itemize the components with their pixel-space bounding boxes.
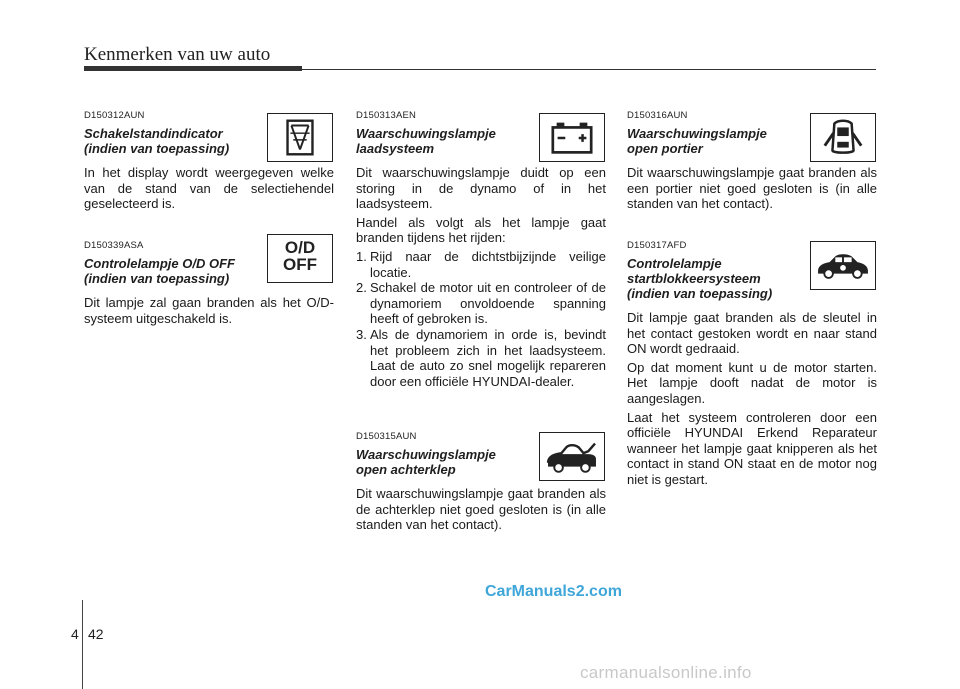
od-off-icon	[267, 234, 333, 283]
section-body: Dit lampje zal gaan branden als het O/D-systeem uitgeschakeld is.	[84, 295, 334, 326]
subtitle-line: (indien van toepassing)	[627, 286, 773, 301]
section-code: D150313AEN	[356, 110, 417, 121]
subtitle-line: Controlelampje O/D OFF	[84, 256, 235, 271]
subtitle-line: startblokkeersysteem	[627, 271, 761, 286]
section-body: Dit lampje gaat branden als de sleutel in het contact gestoken wordt en naar stand ON wordt gedraaid.	[627, 310, 877, 357]
section-code: D150339ASA	[84, 240, 144, 251]
section-code: D150317AFD	[627, 240, 687, 251]
list-item: 2. Schakel de motor uit en controleer of de dynamoriem onvoldoende spanning heeft of gebroken is.	[356, 280, 606, 327]
subtitle-line: open portier	[627, 141, 703, 156]
subtitle-line: Schakelstandindicator	[84, 126, 223, 141]
steps-list	[356, 249, 606, 389]
section-body: Dit waarschuwingslampje duidt op een storing in de dynamo of in het laadsysteem.	[356, 165, 606, 212]
od-off-icon-line: OFF	[283, 255, 317, 274]
footer-divider	[82, 600, 83, 689]
section-body: In het display wordt weergegeven welke van de stand van de selectiehendel geselecteerd is.	[84, 165, 334, 212]
subtitle-line: Waarschuwingslampje	[627, 126, 767, 141]
subtitle-line: (indien van toepassing)	[84, 271, 230, 286]
header-rule-thin	[302, 69, 876, 70]
watermark-carmanuals2: CarManuals2.com	[485, 583, 622, 600]
battery-icon	[539, 113, 605, 162]
list-item: 3. Als de dynamoriem in orde is, bevindt het probleem zich in het laadsysteem. Laat de auto zo snel mogelijk repareren door een officiële HYUNDAI-dealer.	[356, 326, 606, 389]
section-body: Laat het systeem controleren door een officiële HYUNDAI Erkend Reparateur wanneer het lampje gaat knipperen als het contact in stand ON staat en de motor nog niet is gestart.	[627, 409, 877, 487]
od-off-icon-line: O/D	[284, 238, 316, 257]
subtitle-line: Waarschuwingslampje	[356, 447, 496, 462]
subtitle-line: (indien van toepassing)	[84, 141, 230, 156]
watermark-carmanualsonline: carmanualsonline.info	[580, 663, 752, 682]
section-code: D150312AUN	[84, 110, 145, 121]
shift-indicator-icon	[267, 113, 333, 162]
section-body: Dit waarschuwingslampje gaat branden als de achterklep niet goed gesloten is (in alle standen van het contact).	[356, 486, 606, 533]
subtitle-line: laadsysteem	[356, 141, 435, 156]
open-tailgate-icon	[539, 432, 605, 481]
page-number: 42	[88, 626, 104, 642]
header-rule-thick	[84, 66, 302, 71]
page-header-title: Kenmerken van uw auto	[84, 44, 271, 65]
section-body: Op dat moment kunt u de motor starten. Het lampje dooft nadat de motor is aangeslagen.	[627, 359, 877, 406]
subtitle-line: open achterklep	[356, 462, 456, 477]
section-number: 4	[71, 626, 79, 642]
section-body: Handel als volgt als het lampje gaat branden tijdens het rijden:	[356, 214, 606, 246]
section-code: D150315AUN	[356, 431, 417, 442]
subtitle-line: Waarschuwingslampje	[356, 126, 496, 141]
section-code: D150316AUN	[627, 110, 688, 121]
open-door-icon	[810, 113, 876, 162]
subtitle-line: Controlelampje	[627, 256, 722, 271]
section-body: Dit waarschuwingslampje gaat branden als een portier niet goed gesloten is (in alle standen van het contact).	[627, 165, 877, 212]
list-item: 1. Rijd naar de dichtstbijzijnde veilige locatie.	[356, 248, 606, 280]
immobilizer-car-icon	[810, 241, 876, 290]
